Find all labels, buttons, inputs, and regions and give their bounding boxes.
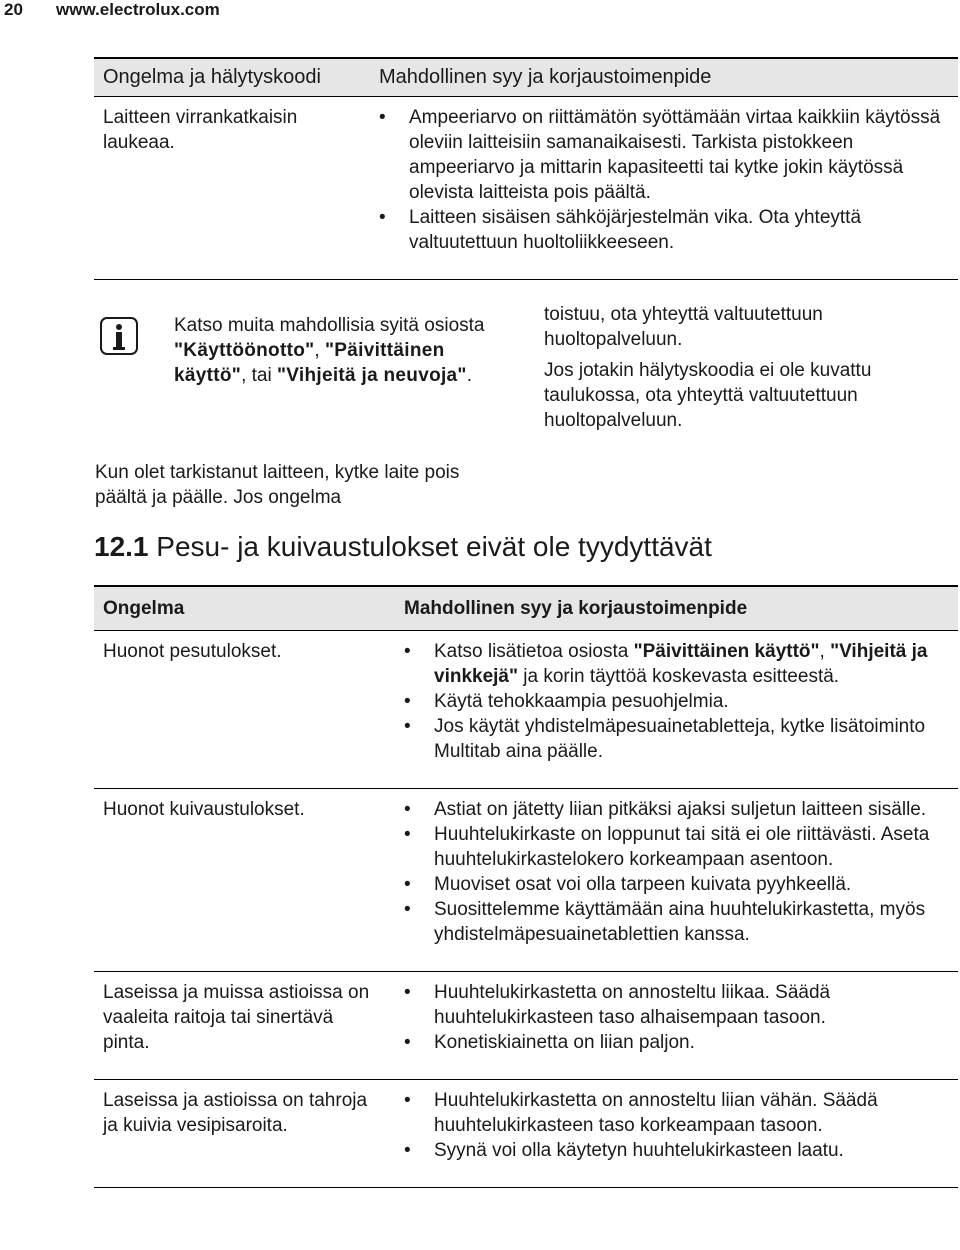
section-heading [94,530,712,564]
info-ref-vihjeita: "Vihjeitä ja neuvoja" [276,365,467,386]
cause-cell [379,97,958,280]
ref-vihjeita: "Vihjeitä ja vinkkejä" [434,641,928,687]
column-header-problem: Ongelma [103,598,185,619]
info-separator: , [314,340,320,361]
problem-cell: Laseissa ja muissa astioissa on vaaleita raitoja tai sinertävä pinta. [103,982,370,1053]
list-item: • Huuhtelukirkastetta on annosteltu liikaa. Säädä huuhtelukirkasteen taso alhaisempaan tasoon. [404,980,948,1030]
table-row [94,1080,958,1188]
list-item: • Astiat on jätetty liian pitkäksi ajaksi suljetun laitteen sisälle. [404,797,948,822]
column-header-cause: Mahdollinen syy ja korjaustoimenpide [404,598,748,619]
item-separator: , [819,641,825,662]
website-url: www.electrolux.com [56,0,220,19]
section-title: Pesu- ja kuivaustulokset eivät ole tyydyttävät [156,531,712,562]
list-item: • Suosittelemme käyttämään aina huuhtelukirkastetta, myös yhdistelmäpesuainetablettien kanssa. [404,897,948,947]
cause-list [379,105,948,255]
paragraph-alarm-not-listed: Jos jotakin hälytyskoodia ei ole kuvattu taulukossa, ota yhteyttä valtuutettuun huoltopalveluun. [544,360,872,431]
info-text-prefix: Katso muita mahdollisia syitä osiosta [174,315,485,336]
alarm-codes-table [94,57,958,280]
info-separator: , tai [241,365,272,386]
list-item: • Käytä tehokkaampia pesuohjelmia. [404,689,948,714]
problem-cell: Huonot pesutulokset. [103,641,282,662]
list-item: • Huuhtelukirkastetta on annosteltu liian vähän. Säädä huuhtelukirkasteen taso korkeampaan tasoon. [404,1088,948,1138]
table-row [94,97,958,280]
table-row [94,972,958,1080]
list-item: • Huuhtelukirkaste on loppunut tai sitä ei ole riittävästi. Aseta huuhtelukirkastelokero korkeampaan asentoon. [404,822,948,872]
cause-list [404,980,948,1055]
table-row [94,789,958,972]
info-block [95,302,960,522]
section-number: 12.1 [94,531,149,562]
list-item [404,639,948,689]
info-end: . [466,365,473,386]
cause-list [404,639,948,764]
info-ref-paivittainen: "Päivittäinen käyttö" [174,340,445,386]
item-text: ja korin täyttöä koskevasta esitteestä. [523,666,840,687]
column-header-cause: Mahdollinen syy ja korjaustoimenpide [379,66,712,88]
cause-cell [394,1080,958,1188]
paragraph-continued: toistuu, ota yhteyttä valtuutettuun huoltopalveluun. [544,304,823,350]
page-number: 20 [4,0,23,19]
cause-cell [394,972,958,1080]
problem-cell: Laseissa ja astioissa on tahroja ja kuivia vesipisaroita. [103,1090,368,1136]
cause-list [404,1088,948,1163]
info-icon [100,317,138,355]
item-text: Katso lisätietoa osiosta [434,641,629,662]
paragraph-left: Kun olet tarkistanut laitteen, kytke laite pois päältä ja päälle. Jos ongelma [95,462,460,508]
ref-paivittainen: "Päivittäinen käyttö" [633,641,820,662]
paragraph-right [544,302,960,439]
results-table [94,585,958,1188]
column-header-problem: Ongelma ja hälytyskoodi [103,66,321,88]
list-item: • Jos käytät yhdistelmäpesuainetabletteja, kytke lisätoiminto Multitab aina päälle. [404,714,948,764]
problem-cell: Laitteen virrankatkaisin laukeaa. [103,107,298,153]
list-item: • Konetiskiainetta on liian paljon. [404,1030,948,1055]
list-item: • Laitteen sisäisen sähköjärjestelmän vika. Ota yhteyttä valtuutettuun huoltoliikkeeseen. [379,205,948,255]
list-item: • Syynä voi olla käytetyn huuhtelukirkasteen laatu. [404,1138,948,1163]
table-row [94,631,958,789]
cause-cell [394,631,958,789]
list-item: • Muoviset osat voi olla tarpeen kuivata pyyhkeellä. [404,872,948,897]
table-header-row [94,58,958,97]
cause-cell [394,789,958,972]
table-header-row [94,586,958,631]
list-item: • Ampeeriarvo on riittämätön syöttämään virtaa kaikkiin käytössä oleviin laitteisiin samanaikaisesti. Tarkista pistokkeen ampeeriarvo ja mittarin kapasiteetti tai kytke jokin käytössä olevista laitteista pois päältä. [379,105,948,205]
info-ref-kayttoonotto: "Käyttöönotto" [174,340,315,361]
info-note [174,313,494,388]
cause-list [404,797,948,947]
problem-cell: Huonot kuivaustulokset. [103,799,305,820]
